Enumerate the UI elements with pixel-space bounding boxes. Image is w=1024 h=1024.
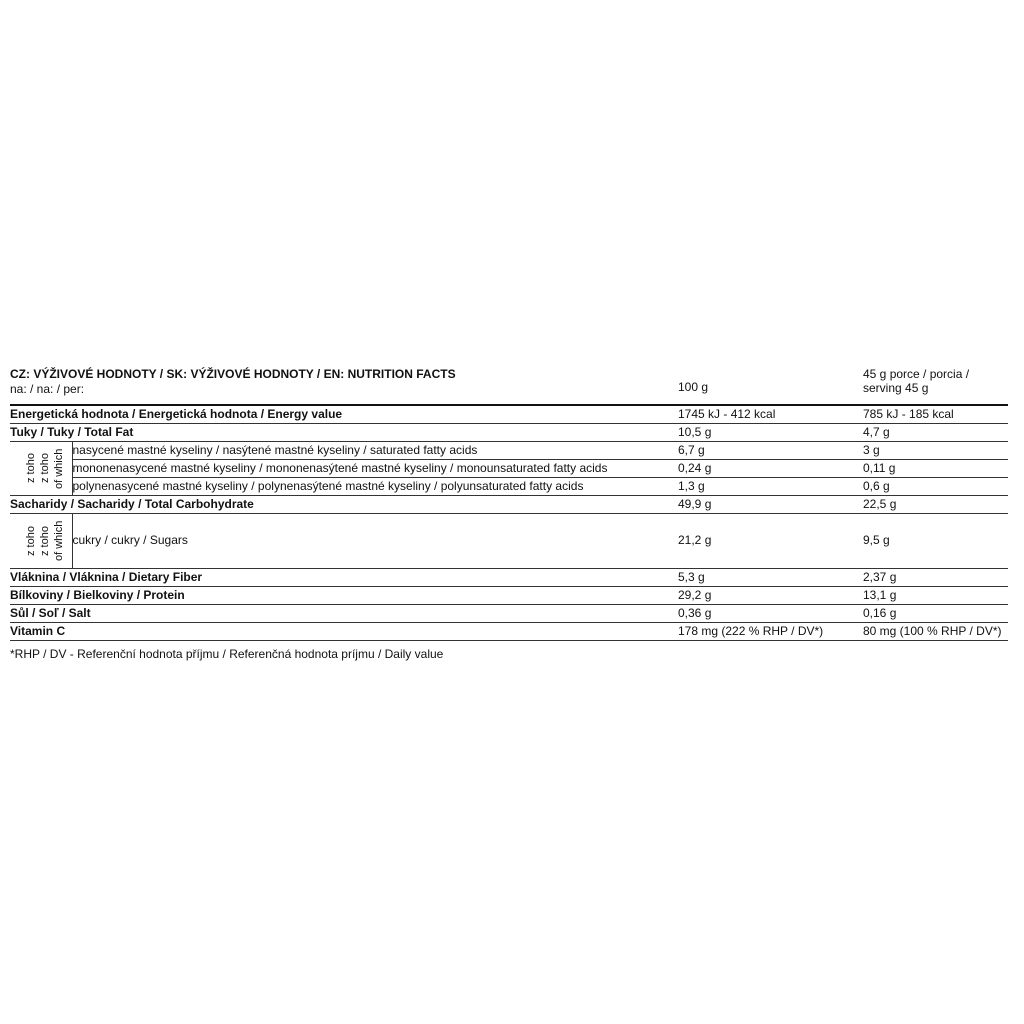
sugars-value-serving: 9,5 g (863, 533, 890, 548)
of-which-label-en: of which (53, 520, 66, 562)
of-which-label-cz: z toho (25, 453, 38, 484)
carbs-of-which-side-label (10, 514, 72, 568)
polyunsaturated-value-serving: 0,6 g (863, 478, 890, 493)
fiber-value-100g: 5,3 g (678, 569, 705, 584)
column-header-serving: 45 g porce / porcia / serving 45 g (863, 367, 970, 395)
fat-value-serving: 4,7 g (863, 424, 890, 439)
fat-of-which-side-label (10, 442, 72, 495)
salt-value-100g: 0,36 g (678, 605, 712, 620)
table-row-vitamin-c (10, 623, 1008, 641)
table-row-carbohydrate (10, 496, 1008, 514)
table-row-monounsaturated (10, 460, 1008, 478)
carbohydrate-value-serving: 22,5 g (863, 496, 897, 511)
table-title: CZ: VÝŽIVOVÉ HODNOTY / SK: VÝŽIVOVÉ HODNOTY / EN: NUTRITION FACTS (10, 367, 456, 381)
table-row-energy (10, 405, 1008, 424)
fat-breakdown-table (10, 442, 1008, 495)
saturated-label: nasycené mastné kyseliny / nasýtené mastné kyseliny / saturated fatty acids (72, 442, 678, 460)
carbohydrate-label: Sacharidy / Sacharidy / Total Carbohydrate (10, 496, 254, 511)
saturated-value-serving: 3 g (863, 442, 1008, 460)
table-row-sugars (10, 514, 1008, 568)
sugars-value-100g: 21,2 g (678, 533, 712, 548)
nutrition-facts-sheet (10, 366, 1008, 661)
salt-value-serving: 0,16 g (863, 605, 897, 620)
daily-value-footnote: *RHP / DV - Referenční hodnota příjmu / Referenčná hodnota príjmu / Daily value (10, 647, 444, 661)
carbohydrate-breakdown-table (10, 514, 1008, 568)
monounsaturated-value-serving: 0,11 g (863, 460, 1008, 478)
table-row-fat (10, 424, 1008, 442)
fiber-label: Vláknina / Vláknina / Dietary Fiber (10, 569, 203, 584)
protein-label: Bílkoviny / Bielkoviny / Protein (10, 587, 185, 602)
fat-value-100g: 10,5 g (678, 424, 712, 439)
per-label: na: / na: / per: (10, 381, 85, 396)
vitamin-c-value-serving: 80 mg (100 % RHP / DV*) (863, 623, 1002, 638)
fat-breakdown-group (10, 442, 1008, 496)
table-row-salt (10, 605, 1008, 623)
monounsaturated-value-100g: 0,24 g (678, 460, 863, 478)
column-header-100g: 100 g (678, 380, 709, 395)
fat-label: Tuky / Tuky / Total Fat (10, 424, 134, 439)
saturated-value-100g: 6,7 g (678, 442, 863, 460)
nutrition-table (10, 366, 1008, 641)
protein-value-100g: 29,2 g (678, 587, 712, 602)
salt-label: Sůl / Soľ / Salt (10, 605, 91, 620)
table-title-cell (10, 366, 678, 405)
carbohydrate-value-100g: 49,9 g (678, 496, 712, 511)
monounsaturated-label: mononenasycené mastné kyseliny / mononenasýtené mastné kyseliny / monounsaturated fatty acids (72, 460, 678, 478)
energy-value-100g: 1745 kJ - 412 kcal (678, 406, 776, 421)
fiber-value-serving: 2,37 g (863, 569, 897, 584)
of-which-label-cz: z toho (25, 526, 38, 556)
table-row-saturated (10, 442, 1008, 460)
energy-value-serving: 785 kJ - 185 kcal (863, 406, 954, 421)
table-header-row (10, 366, 1008, 405)
table-row-protein (10, 587, 1008, 605)
table-row-fiber (10, 569, 1008, 587)
polyunsaturated-value-100g: 1,3 g (678, 478, 705, 493)
vitamin-c-value-100g: 178 mg (222 % RHP / DV*) (678, 623, 824, 638)
sugars-label: cukry / cukry / Sugars (72, 514, 678, 568)
polyunsaturated-label: polynenasycené mastné kyseliny / polynenasýtené mastné kyseliny / polyunsaturated fatty acids (72, 478, 678, 496)
protein-value-serving: 13,1 g (863, 587, 897, 602)
vitamin-c-label: Vitamin C (10, 623, 66, 638)
of-which-label-sk: z toho (39, 453, 52, 484)
energy-label: Energetická hodnota / Energetická hodnota / Energy value (10, 406, 343, 421)
of-which-label-en: of which (53, 448, 66, 489)
table-row-polyunsaturated (10, 478, 1008, 496)
of-which-label-sk: z toho (39, 526, 52, 556)
carbohydrate-breakdown-group (10, 514, 1008, 569)
